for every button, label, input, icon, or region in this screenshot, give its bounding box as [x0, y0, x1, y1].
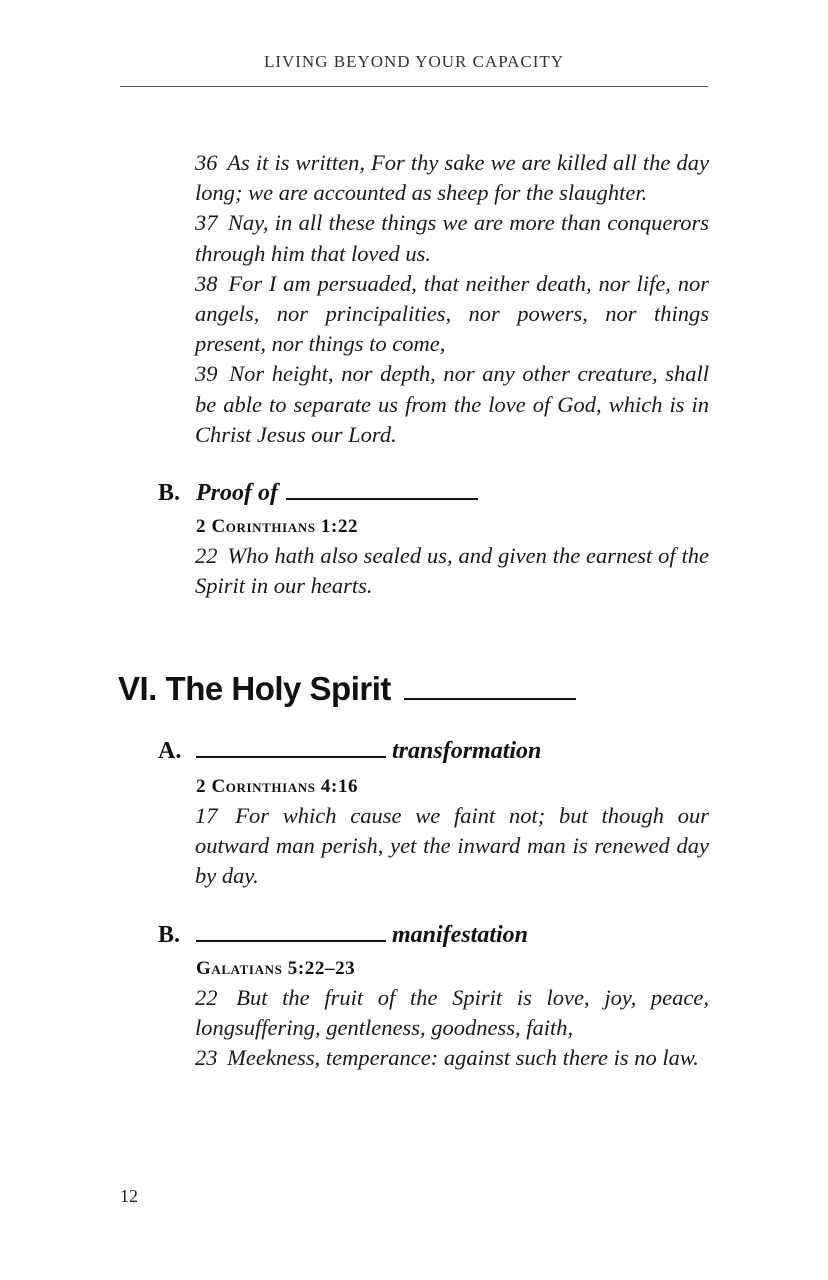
- fill-in-blank[interactable]: [196, 755, 386, 758]
- section-numeral: VI.: [118, 670, 157, 707]
- verse-number: 37: [195, 210, 218, 236]
- scripture-reference: 2 Corinthians 1:22: [196, 516, 359, 537]
- page-number: 12: [120, 1186, 138, 1206]
- verse: [195, 983, 709, 1043]
- verse-text: Nay, in all these things we are more than conquerors through him that loved us.: [195, 210, 710, 266]
- verse: [195, 359, 709, 450]
- subheading-title: Proof of: [196, 480, 278, 506]
- verse: [195, 801, 709, 892]
- verse-text: Who hath also sealed us, and given the earnest of the Spirit in our hearts.: [195, 543, 709, 599]
- verse-text: But the fruit of the Spirit is love, joy, peace, longsuffering, gentleness, goodness, faith,: [195, 985, 710, 1041]
- section-title: The Holy Spirit: [165, 670, 391, 707]
- subheading-letter: B.: [158, 922, 181, 948]
- fill-in-blank[interactable]: [404, 697, 576, 700]
- verse-number: 38: [195, 270, 218, 296]
- header-rule: [120, 86, 708, 87]
- subheading-proof-of: [158, 480, 478, 507]
- verse: [195, 269, 709, 360]
- section-heading-vi: [118, 670, 576, 708]
- verse-number: 23: [195, 1045, 218, 1071]
- subheading-manifestation: [158, 922, 528, 949]
- verse-text: Meekness, temperance: against such there is no law.: [227, 1045, 699, 1071]
- verse-number: 17: [195, 803, 218, 828]
- scripture-reference: 2 Corinthians 4:16: [196, 776, 359, 797]
- verse-text: As it is written, For thy sake we are killed all the day long; we are accounted as sheep for the slaughter.: [195, 150, 710, 206]
- verse: [195, 148, 709, 208]
- verse-number: 22: [195, 543, 218, 568]
- scripture-reference: Galatians 5:22–23: [196, 958, 356, 979]
- fill-in-blank[interactable]: [286, 497, 478, 500]
- verse-text: For I am persuaded, that neither death, nor life, nor angels, nor principalities, nor powers, nor things present, nor things to come,: [195, 270, 710, 357]
- verse-number: 39: [195, 361, 218, 387]
- verse-number: 36: [195, 150, 218, 175]
- subheading-letter: B.: [158, 480, 181, 506]
- verse-block-romans: [195, 148, 709, 450]
- fill-in-blank[interactable]: [196, 939, 386, 942]
- subheading-letter: A.: [158, 738, 182, 764]
- verse: [195, 1043, 709, 1073]
- subheading-title: manifestation: [392, 922, 529, 948]
- verse-text: For which cause we faint not; but though our outward man perish, yet the inward man is renewed day by day.: [195, 803, 710, 889]
- verse-text: Nor height, nor depth, nor any other creature, shall be able to separate us from the love of God, which is in Christ Jesus our Lord.: [195, 361, 710, 447]
- verse-number: 22: [195, 985, 218, 1010]
- verse: [195, 541, 709, 601]
- subheading-title: transformation: [392, 738, 542, 764]
- subheading-transformation: [158, 738, 541, 765]
- verse: [195, 208, 709, 268]
- running-head: LIVING BEYOND YOUR CAPACITY: [263, 52, 565, 71]
- verse-block-2cor-4: [195, 801, 709, 892]
- verse-block-2cor-1: [195, 541, 709, 601]
- verse-block-galatians: [195, 983, 709, 1074]
